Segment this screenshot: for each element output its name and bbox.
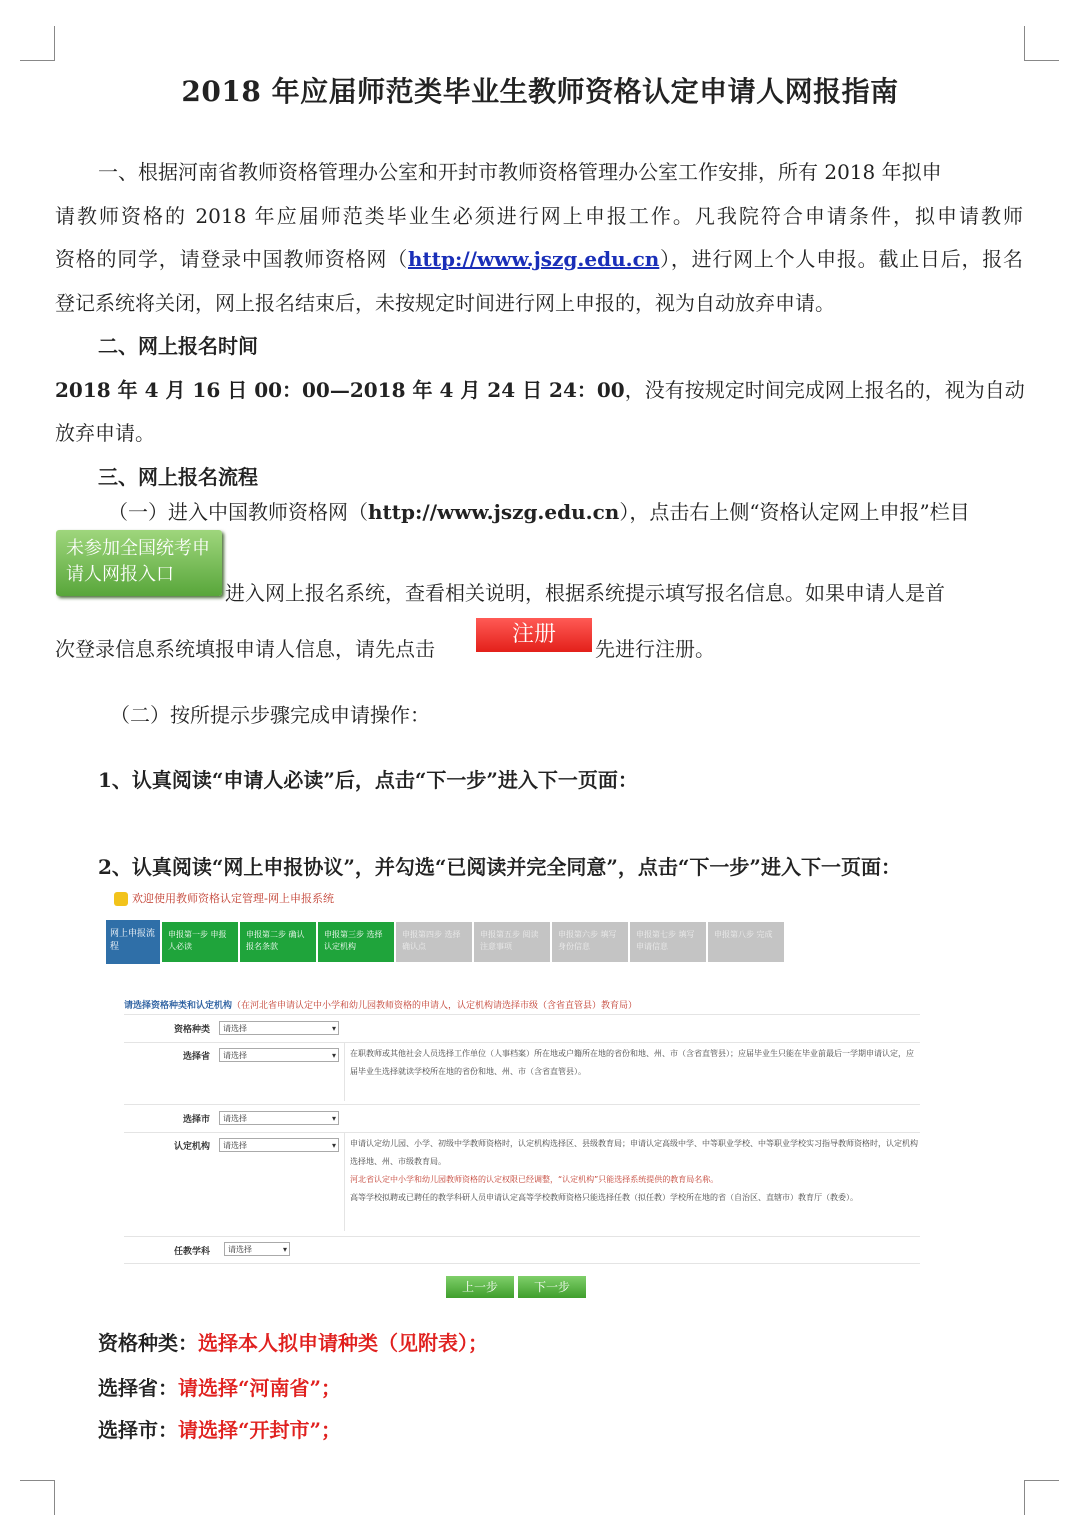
step-1: 申报第一步 申报人必读 [162,922,238,962]
selection-note: 请选择资格种类和认定机构（在河北省申请认定中小学和幼儿园教师资格的申请人，认定机构请选择市级（含省直管县）教育局） [124,1001,638,1011]
jszg-link[interactable]: http://www.jszg.edu.cn [407,247,660,271]
register-button[interactable]: 注册 [476,618,592,652]
step-8: 申报第八步 完成 [708,922,784,962]
authority-select[interactable]: 请选择 ▾ [219,1138,339,1152]
step2-heading: （二）按所提示步骤完成申请操作： [110,703,430,727]
item2: 2、认真阅读“网上申报协议”，并勾选“已阅读并完全同意”，点击“下一步”进入下一页面： [98,855,901,879]
crop-mark-bottom-left [20,1480,55,1515]
next-button[interactable]: 下一步 [518,1276,586,1298]
crop-mark-top-left [20,26,55,61]
section2-line2: 放弃申请。 [55,421,155,445]
section2-heading: 二、网上报名时间 [98,334,258,358]
row-authority: 认定机构 请选择 ▾ 申请认定幼儿园、小学、初级中学教师资格时，认定机构选择区、县级教育局；申请认定高级中学、中等职业学校、中等职业学校实习指导教师资格时，认定机构选择地、州、市级教育局。 河北省认定中小学和幼儿园教师资格的认定权限已经调整，“认定机构”只能选择系统提供的教育局名称。 高等学校拟聘或已聘任的教学科研人员申请认定高等学校教师资格只能选择任教（拟任教）学校所在地的省（自治区、直辖市）教育厅（教委）。 [124,1132,920,1231]
subject-select[interactable]: 请选择 ▾ [224,1242,290,1256]
exam-exempt-entry-button[interactable]: 未参加全国统考申请人网报入口 [56,530,222,596]
para1-line4: 登记系统将关闭，网上报名结束后，未按规定时间进行网上申报的，视为自动放弃申请。 [55,291,835,315]
nav-buttons [446,1276,590,1298]
para1-line1: 一、根据河南省教师资格管理办公室和开封市教师资格管理办公室工作安排，所有 2018 年拟申 [98,160,942,184]
row-qualification: 资格种类 请选择 ▾ [124,1014,920,1041]
step1-line3b: 先进行注册。 [595,637,715,661]
field-city: 选择市：请选择“开封市”； [98,1418,342,1442]
qualification-select[interactable]: 请选择 ▾ [219,1021,339,1035]
row-city: 选择市 请选择 ▾ [124,1104,920,1133]
step1-line1: （一）进入中国教师资格网（http://www.jszg.edu.cn），点击右上侧“资格认定网上申报”栏目 [108,500,970,524]
step1-line2: 进入网上报名系统，查看相关说明，根据系统提示填写报名信息。如果申请人是首 [225,581,945,605]
para1-line3: 资格的同学，请登录中国教师资格网（http://www.jszg.edu.cn），进行网上个人申报。截止日后，报名 [55,247,1024,271]
page-title: 2018 年应届师范类毕业生教师资格认定申请人网报指南 [181,75,899,108]
section2-time: 2018 年 4 月 16 日 00：00—2018 年 4 月 24 日 24：00，没有按规定时间完成网上报名的，视为自动 [55,378,1025,402]
step-2: 申报第二步 确认报名条款 [240,922,316,962]
row-subject: 任教学科 请选择 ▾ [124,1236,920,1264]
step-bar-title: 网上申报流程 [106,920,160,964]
field-qualification: 资格种类：选择本人拟申请种类（见附表）； [98,1331,488,1355]
step1-line3a: 次登录信息系统填报申请人信息，请先点击 [55,637,435,661]
para1-line2: 请教师资格的 2018 年应届师范类毕业生必须进行网上申报工作。凡我院符合申请条件，拟申请教师 [55,204,1023,228]
prev-button[interactable]: 上一步 [446,1276,514,1298]
row-province: 选择省 请选择 ▾ 在职教师或其他社会人员选择工作单位（人事档案）所在地或户籍所在地的省份和地、州、市（含省直管县）；应届毕业生只能在毕业前最后一学期申请认定，应届毕业生选择就读学校所在地的省份和地、州、市（含省直管县）。 [124,1042,920,1101]
section3-heading: 三、网上报名流程 [98,465,258,489]
system-screenshot [104,886,940,1310]
step-3: 申报第三步 选择认定机构 [318,922,394,962]
city-select[interactable]: 请选择 ▾ [219,1111,339,1125]
item1: 1、认真阅读“申请人必读”后，点击“下一步”进入下一页面： [98,768,638,792]
crop-mark-top-right [1024,26,1059,61]
step-bar [106,920,784,964]
province-select[interactable]: 请选择 ▾ [219,1048,339,1062]
crop-mark-bottom-right [1024,1480,1059,1515]
system-header: 欢迎使用教师资格认定管理-网上申报系统 [114,890,334,906]
field-province: 选择省：请选择“河南省”； [98,1376,342,1400]
step-6: 申报第六步 填写身份信息 [552,922,628,962]
step-4: 申报第四步 选择确认点 [396,922,472,962]
lock-icon [114,892,128,906]
step-5: 申报第五步 阅读注意事项 [474,922,550,962]
step-7: 申报第七步 填写申请信息 [630,922,706,962]
